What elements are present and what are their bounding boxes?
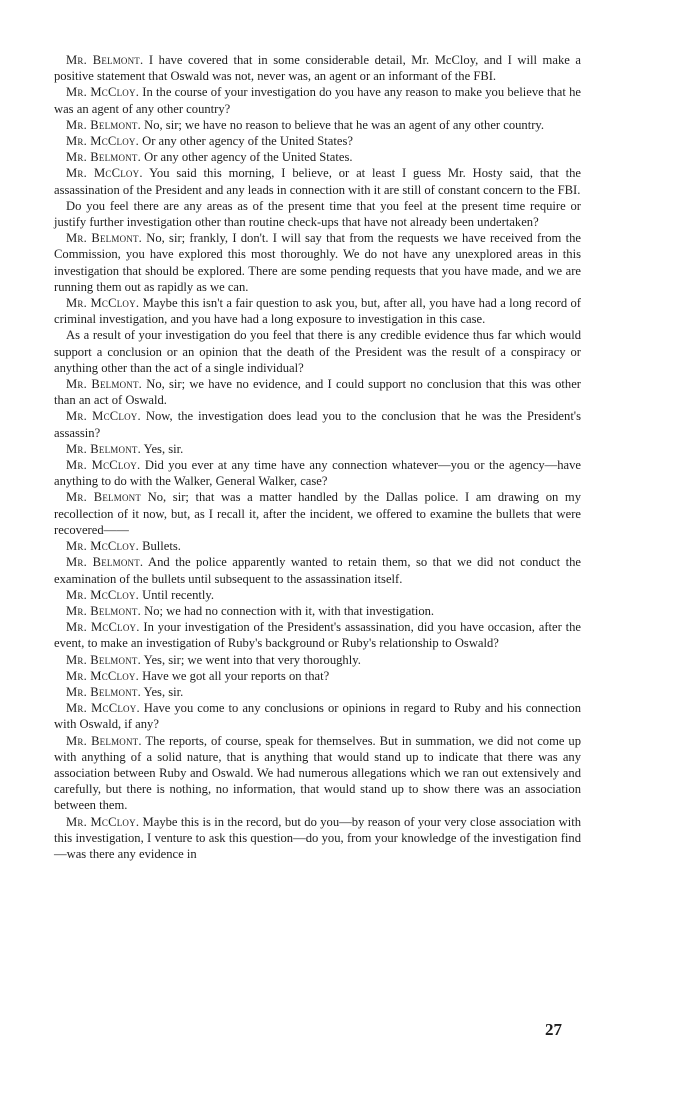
testimony-paragraph [54,327,581,376]
testimony-paragraph [54,652,581,668]
paragraph-text: Until recently. [138,587,215,602]
testimony-paragraph [54,668,581,684]
paragraph-text: No, sir; frankly, I don't. I will say that from the requests we have received from the Commission, you have explored this most thoroughly. We do not have any unexplored areas in this investigation that should be explored. There are some pending requests that you have made, and we are running them out as rapidly as we can. [54,231,581,294]
paragraph-text: Yes, sir. [140,441,184,456]
paragraph-text: Yes, sir. [140,684,184,699]
speaker-name: Mr. McCloy. [66,409,141,424]
speaker-name: Mr. McCloy. [66,166,143,181]
testimony-text [54,52,581,862]
speaker-name: Mr. Belmont. [66,733,142,748]
paragraph-text: No, sir; that was a matter handled by the Dallas police. I am drawing on my recollection of it now, but, as I recall it, after the incident, we offered to examine the bullets that were recovered—— [54,490,581,537]
speaker-name: Mr. McCloy. [66,296,140,311]
testimony-paragraph [54,538,581,554]
speaker-name: Mr. McCloy. [66,134,139,149]
speaker-name: Mr. McCloy. [66,458,141,473]
speaker-name: Mr. Belmont [66,490,142,505]
paragraph-text: In the course of your investigation do you have any reason to make you believe that he was an agent of any other country? [54,85,581,116]
speaker-name: Mr. McCloy. [66,539,139,554]
paragraph-text: No, sir; we have no evidence, and I could support no conclusion that this was other than an act of Oswald. [54,377,581,408]
testimony-paragraph [54,619,581,651]
testimony-paragraph [54,149,581,165]
paragraph-text: Maybe this is in the record, but do you—by reason of your very close association with this investigation, I venture to ask this question—do you, from your knowledge of the investigation find—was there any evidence in [54,814,581,861]
speaker-name: Mr. Belmont. [66,117,141,132]
testimony-paragraph [54,84,581,116]
paragraph-text: Bullets. [138,539,181,554]
testimony-paragraph [54,489,581,538]
testimony-paragraph [54,376,581,408]
testimony-paragraph [54,117,581,133]
paragraph-text: Now, the investigation does lead you to the conclusion that he was the President's assassin? [54,409,581,440]
paragraph-text: No; we had no connection with it, with that investigation. [140,603,435,618]
testimony-paragraph [54,457,581,489]
paragraph-text: The reports, of course, speak for themselves. But in summation, we did not come up with anything of a solid nature, that is anything that would stand up to indicate that there was any association between Ruby and Oswald. We had numerous allegations which we ran out extensively and carefully, but there is nothing, no information, that would stand up to show there was an association between them. [54,733,581,813]
paragraph-text: As a result of your investigation do you feel that there is any credible evidence thus far which would support a conclusion or an opinion that the death of the President was the result of a conspiracy or anything other than the act of a single individual? [54,328,581,375]
speaker-name: Mr. McCloy. [66,587,139,602]
speaker-name: Mr. McCloy. [66,620,140,635]
testimony-paragraph [54,700,581,732]
testimony-paragraph [54,814,581,863]
paragraph-text: In your investigation of the President's assassination, did you have occasion, after the event, to make an investigation of Ruby's background or Ruby's relationship to Oswald? [54,620,581,651]
testimony-paragraph [54,408,581,440]
testimony-paragraph [54,684,581,700]
paragraph-text: Or any other agency of the United States? [138,134,353,149]
speaker-name: Mr. Belmont. [66,684,141,699]
speaker-name: Mr. Belmont. [66,53,144,67]
paragraph-text: Have you come to any conclusions or opinions in regard to Ruby and his connection with Oswald, if any? [54,701,581,732]
speaker-name: Mr. Belmont. [66,231,143,246]
paragraph-text: And the police apparently wanted to retain them, so that we did not conduct the examination of the bullets until subsequent to the assassination itself. [54,555,581,586]
speaker-name: Mr. Belmont. [66,603,141,618]
speaker-name: Mr. McCloy. [66,701,140,716]
paragraph-text: Do you feel there are any areas as of the present time that you feel at the present time require or justify further investigation other than routine check-ups that have not already been undertaken? [54,198,581,230]
speaker-name: Mr. Belmont. [66,652,141,667]
paragraph-text: Did you ever at any time have any connection whatever—you or the agency—have anything to do with the Walker, General Walker, case? [54,458,581,489]
testimony-paragraph [54,230,581,295]
paragraph-text: Or any other agency of the United States. [140,150,353,165]
speaker-name: Mr. Belmont. [66,441,141,456]
testimony-paragraph [54,733,581,814]
speaker-name: Mr. McCloy. [66,814,140,829]
testimony-paragraph [54,165,581,197]
speaker-name: Mr. McCloy. [66,85,140,100]
paragraph-text: Yes, sir; we went into that very thoroughly. [140,652,361,667]
testimony-paragraph [54,554,581,586]
testimony-paragraph [54,587,581,603]
testimony-paragraph [54,295,581,327]
paragraph-text: You said this morning, I believe, or at least I guess Mr. Hosty said, that the assassination of the President and any leads in connection with it are still of constant concern to the FBI. [54,166,581,197]
paragraph-text: No, sir; we have no reason to believe that he was an agent of any other country. [140,117,545,132]
page-number: 27 [545,1020,562,1039]
speaker-name: Mr. Belmont. [66,150,141,165]
speaker-name: Mr. McCloy. [66,668,139,683]
testimony-paragraph [54,133,581,149]
testimony-paragraph [54,52,581,84]
paragraph-text: Maybe this isn't a fair question to ask you, but, after all, you have had a long record of criminal investigation, and you have had a long exposure to investigation in this case. [54,296,581,327]
testimony-paragraph [54,603,581,619]
testimony-paragraph [54,441,581,457]
paragraph-text: Have we got all your reports on that? [138,668,330,683]
speaker-name: Mr. Belmont. [66,377,143,392]
testimony-paragraph [54,198,581,230]
speaker-name: Mr. Belmont. [66,555,144,570]
paragraph-text: I have covered that in some considerable detail, Mr. McCloy, and I will make a positive statement that Oswald was not, never was, an agent or an informant of the FBI. [54,53,581,84]
